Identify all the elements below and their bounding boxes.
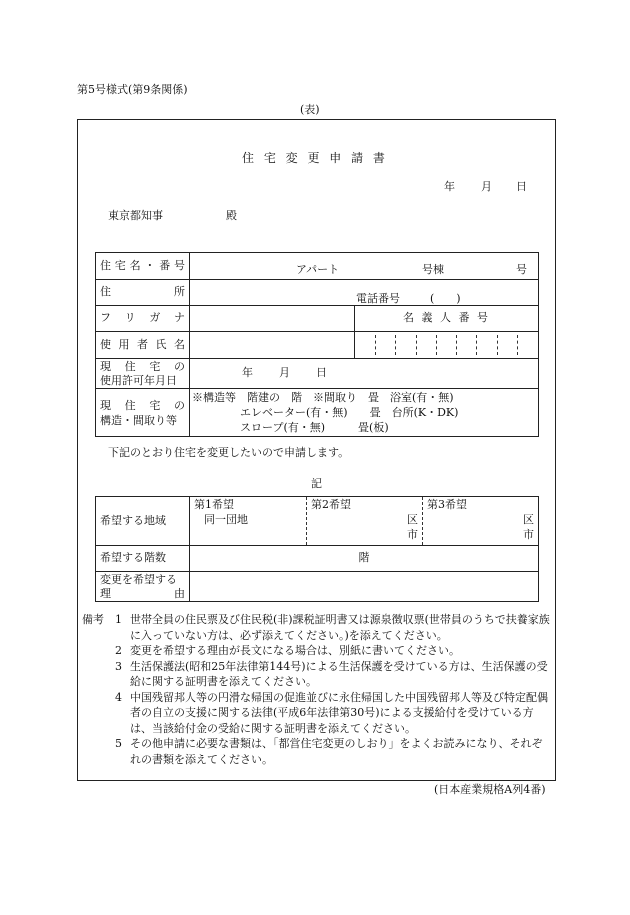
notes (82, 612, 552, 767)
row-reason (96, 572, 539, 602)
label-furigana (96, 306, 190, 332)
ch: 住 (100, 258, 111, 272)
structure-line3: スロープ(有・無) 畳(板) (240, 421, 389, 434)
choice3-label: 第3希望 (427, 498, 467, 511)
note-item (82, 690, 552, 737)
note-item (82, 643, 552, 659)
note-item (82, 736, 552, 767)
field-furigana[interactable] (190, 306, 355, 332)
note-number: 3 (115, 659, 122, 673)
note-number: 4 (115, 690, 122, 704)
ch: 使 (100, 337, 111, 351)
field-reason[interactable] (190, 572, 539, 602)
label-reason-line2 (100, 587, 185, 601)
nominee-boxes (375, 335, 518, 355)
row-user-name (96, 332, 539, 359)
structure-line1: ※構造等 階建の 階 ※間取り 畳 浴室(有・無) (192, 391, 454, 404)
row-structure (96, 389, 539, 437)
note-text: その他申請に必要な書類は、「都営住宅変更のしおり」をよくお読みになり、それぞれの書類を添えてください。 (130, 737, 543, 766)
ch: 名 (174, 337, 185, 351)
row-furigana (96, 306, 539, 332)
label-reason-line1: 変更を希望する (100, 572, 177, 586)
ch: 氏 (155, 337, 167, 351)
ch: 住 (124, 398, 136, 412)
upper-table (95, 252, 539, 437)
ch: フ (100, 311, 111, 325)
ch: 住 (100, 285, 111, 299)
label-address-text (100, 285, 185, 300)
ch: 用 (118, 337, 130, 351)
request-sentence: 下記のとおり住宅を変更したいので申請します。 (108, 446, 350, 459)
note-text: 中国残留邦人等の円滑な帰国の促進並びに永住帰国した中国残留邦人等及び特定配偶者の自立の支援に関する法律(平成6年法律第30号)による支援給付を受けている方は、当該給付金の受給に関する証明書を添えてください。 (130, 690, 548, 735)
label-residence-number (96, 253, 190, 280)
label-nominee-number: 名 義 人 番 号 (355, 306, 539, 332)
field-desired-floor[interactable]: 階 (190, 546, 539, 572)
ch: の (173, 359, 185, 373)
field-residence-number[interactable] (190, 253, 539, 280)
ch: 所 (174, 285, 185, 299)
field-choice2[interactable] (307, 497, 423, 546)
label-permit-date-line1 (100, 360, 185, 374)
row-desired-floor (96, 546, 539, 572)
ch: 理 (100, 586, 111, 600)
date-month: 月 (481, 180, 492, 193)
field-nominee-number[interactable] (355, 332, 539, 359)
ch: 由 (174, 586, 185, 600)
ch: 宅 (114, 258, 126, 272)
choice2-ward: 区 (407, 513, 418, 526)
nominee-box[interactable] (497, 335, 518, 355)
permit-day: 日 (316, 366, 327, 379)
label-user-name-text (100, 338, 185, 353)
note-item (82, 659, 552, 690)
ch: 住 (124, 359, 136, 373)
choice3-ward: 区 (523, 513, 534, 526)
structure-line2: エレベーター(有・無) 畳 台所(K・DK) (240, 406, 459, 419)
choice2-label: 第2希望 (311, 498, 351, 511)
permit-month: 月 (279, 366, 290, 379)
label-address (96, 280, 190, 306)
field-choice3[interactable] (423, 497, 539, 546)
notes-heading: 備考 (82, 613, 104, 626)
note-text: 生活保護法(昭和25年法律第144号)による生活保護を受けている方は、生活保護の受給に関する証明書を添えてください。 (130, 659, 548, 688)
page-title: 住 宅 変 更 申 請 書 (242, 151, 388, 165)
nominee-box[interactable] (416, 335, 436, 355)
nominee-box[interactable] (436, 335, 456, 355)
row-desired-area (96, 497, 539, 546)
side-label: (表) (300, 103, 320, 116)
note-text: 世帯全員の住民票及び住民税(非)課税証明書又は源泉徴収票(世帯員のうちで扶養家族に入っていない方は、必ず添えてください。)を添えてください。 (130, 613, 550, 642)
field-choice1[interactable] (190, 497, 307, 546)
phone-paren: ( ) (430, 292, 461, 305)
date-day: 日 (516, 180, 527, 193)
lower-table (95, 496, 539, 602)
ch: 宅 (149, 359, 161, 373)
label-structure-line1 (100, 398, 185, 413)
room-label: 号 (516, 263, 527, 276)
label-structure-line2: 構造・間取り等 (100, 413, 177, 427)
label-permit-date (96, 359, 190, 389)
paper-size-note: (日本産業規格A列4番) (434, 783, 546, 796)
choice3-city: 市 (523, 528, 534, 541)
ch: ガ (149, 311, 161, 325)
building-label: 号棟 (422, 263, 444, 276)
note-number: 1 (115, 613, 122, 626)
note-number: 5 (115, 737, 122, 750)
ch: 号 (173, 258, 185, 272)
ch: 者 (137, 337, 148, 351)
choice1-sub: 同一団地 (204, 513, 248, 526)
nominee-box[interactable] (395, 335, 415, 355)
row-permit-date (96, 359, 539, 389)
ki-label: 記 (311, 477, 322, 490)
note-num (82, 612, 130, 643)
ch: 番 (159, 258, 171, 272)
nominee-box[interactable] (375, 335, 395, 355)
choice2-city: 市 (407, 528, 418, 541)
row-address (96, 280, 539, 306)
field-address[interactable] (190, 280, 539, 306)
label-desired-area: 希望する地域 (96, 497, 190, 546)
ch: の (173, 398, 185, 412)
ch: ナ (173, 311, 185, 325)
form-id: 第5号様式(第9条関係) (77, 83, 188, 96)
permit-year: 年 (242, 366, 253, 379)
label-structure (96, 389, 190, 437)
label-reason (96, 572, 190, 602)
addressee (108, 209, 237, 224)
note-text: 変更を希望する理由が長文になる場合は、別紙に書いてください。 (130, 644, 460, 657)
nominee-box[interactable] (456, 335, 476, 355)
note-number: 2 (115, 644, 122, 657)
addressee-honorific: 殿 (226, 209, 237, 222)
addressee-name: 東京都知事 (108, 209, 163, 222)
field-permit-date[interactable] (190, 359, 539, 389)
row-residence-number (96, 253, 539, 280)
label-permit-date-line2: 使用許可年月日 (100, 373, 177, 387)
label-residence-number-text (100, 259, 185, 274)
ch: 名 (129, 258, 141, 272)
ch: リ (124, 311, 136, 325)
date-year: 年 (444, 180, 455, 193)
field-user-name[interactable] (190, 332, 355, 359)
apart-label: アパート (296, 263, 340, 276)
label-user-name (96, 332, 190, 359)
ch: 現 (100, 359, 111, 373)
nominee-box[interactable] (476, 335, 496, 355)
phone-label: 電話番号 (356, 292, 400, 305)
note-item (82, 612, 552, 643)
label-furigana-text (100, 311, 185, 326)
ch: 現 (100, 398, 111, 412)
ch: 宅 (149, 398, 161, 412)
ch: ・ (144, 258, 156, 272)
label-desired-floor: 希望する階数 (96, 546, 190, 572)
choice1-label: 第1希望 (194, 498, 234, 511)
field-structure[interactable] (190, 389, 539, 437)
